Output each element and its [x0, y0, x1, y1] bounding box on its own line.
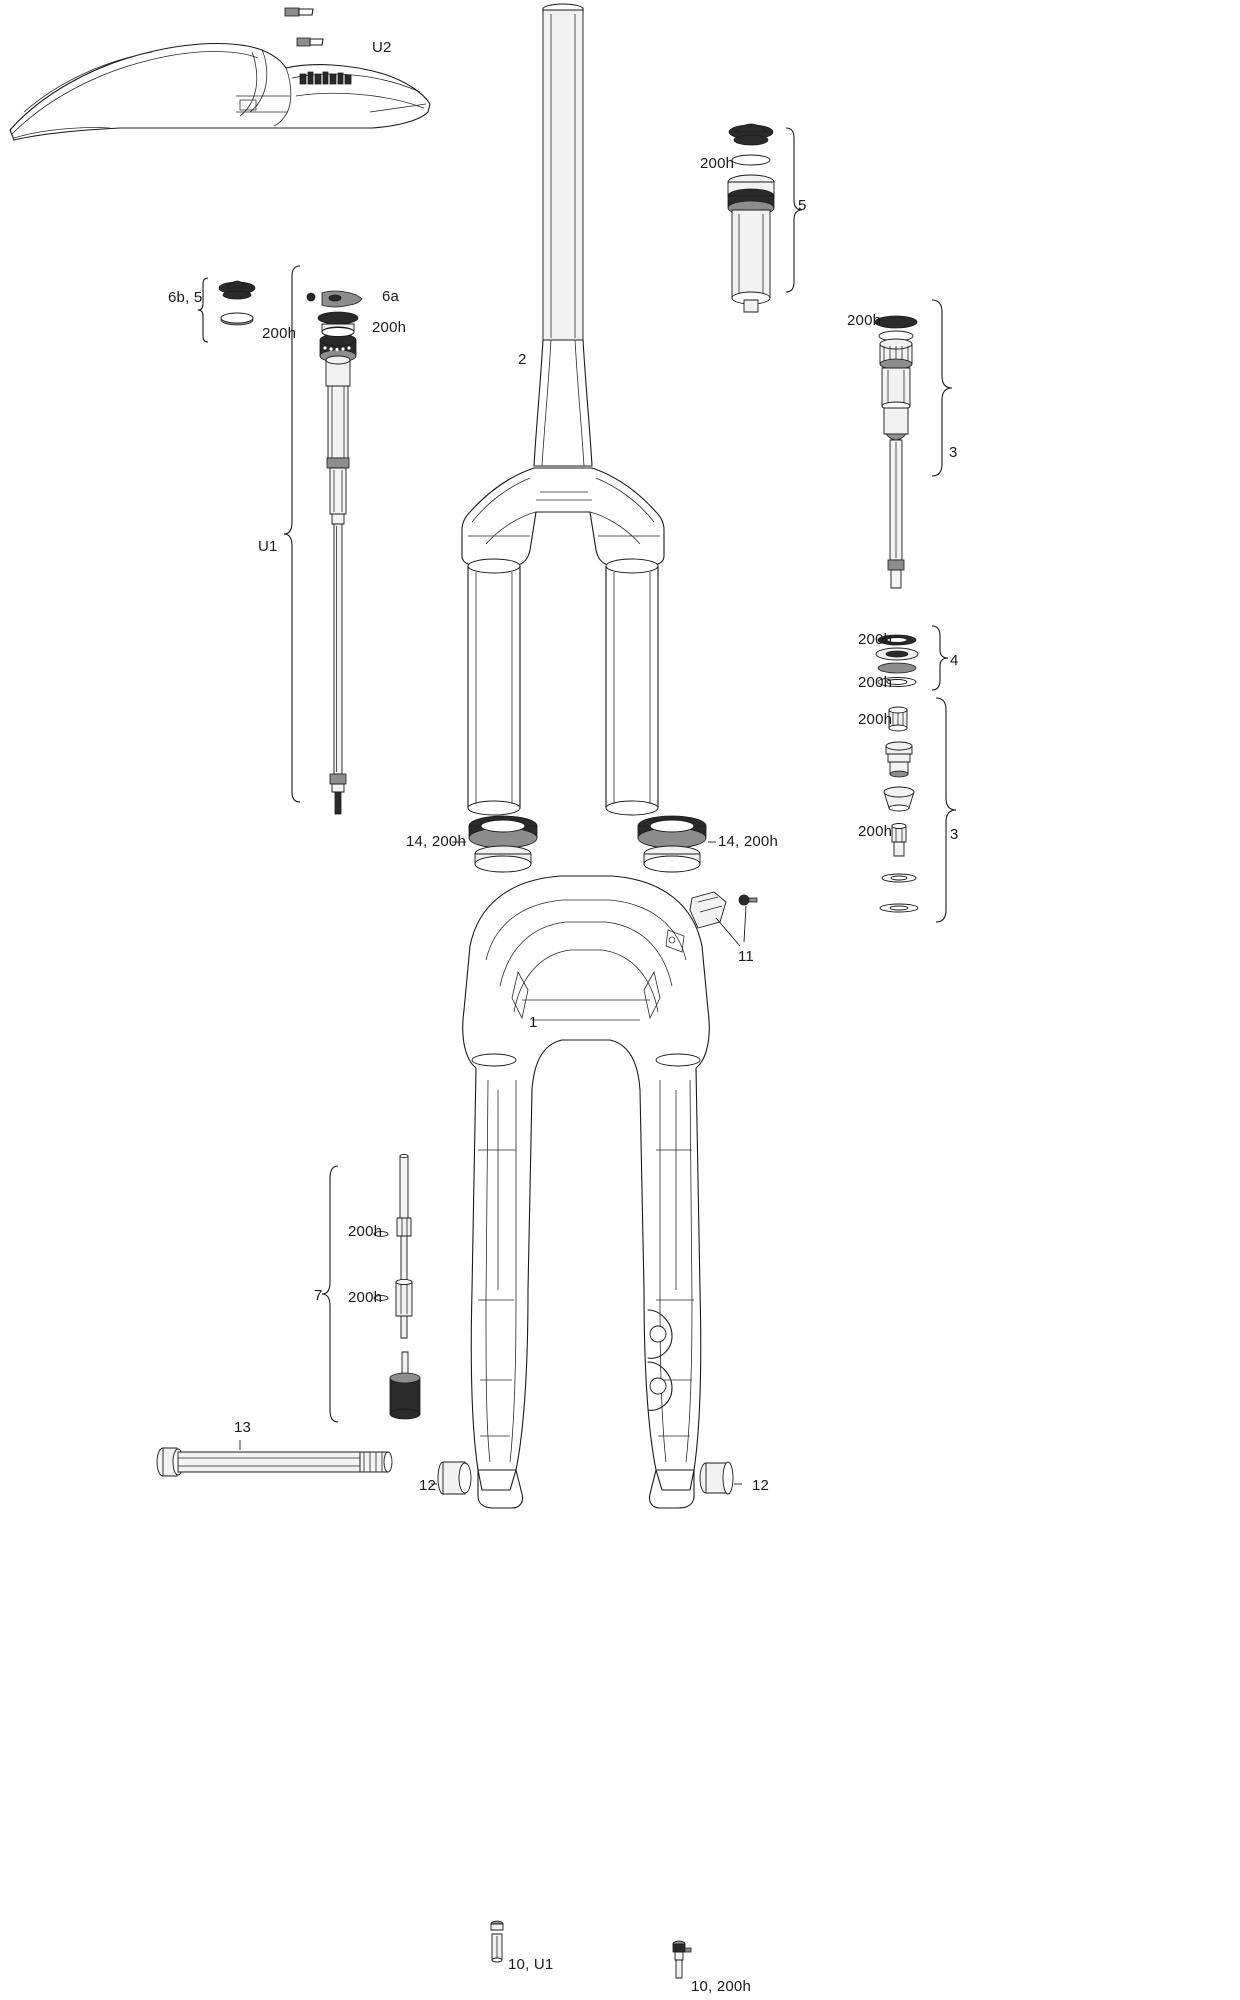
- callout-u2: U2: [372, 39, 392, 56]
- callout-14-200h-left: 14, 200h: [406, 833, 466, 850]
- topcap-6b-5: [219, 281, 255, 325]
- part-group-10-200h: [673, 1941, 691, 1978]
- part-group-3-bottom: [880, 698, 956, 922]
- callout-7: 7: [314, 1287, 323, 1304]
- callout-14-200h-right: 14, 200h: [718, 833, 778, 850]
- part-group-5: [728, 124, 802, 312]
- callout-12-right: 12: [752, 1477, 770, 1494]
- callout-12-left: 12: [419, 1477, 437, 1494]
- brand-wordmark: [300, 72, 351, 84]
- callout-5: 5: [798, 197, 807, 214]
- u1-damper-assembly: [318, 312, 358, 814]
- callout-11: 11: [738, 948, 754, 965]
- part-thru-axle-13: [157, 1440, 392, 1476]
- part-lower-leg-1: [463, 876, 710, 1508]
- callout-200h-10: 200h: [348, 1289, 383, 1306]
- part-group-3-top: [875, 300, 952, 588]
- callout-4: 4: [950, 652, 959, 669]
- callout-200h-8: 200h: [858, 823, 893, 840]
- callout-13: 13: [234, 1419, 252, 1436]
- part-group-14-seals: [452, 816, 716, 872]
- part-group-u1: [198, 266, 362, 814]
- callout-3-bottom: 3: [950, 826, 959, 843]
- callout-200h-3: 200h: [700, 155, 735, 172]
- callout-10-200h: 10, 200h: [691, 1978, 751, 1995]
- callout-200h-7: 200h: [858, 711, 893, 728]
- callout-200h-1: 200h: [262, 325, 297, 342]
- part-group-10-u1: [491, 1921, 503, 1962]
- part-6a: [307, 291, 362, 307]
- callout-6a: 6a: [382, 288, 400, 305]
- callout-10-u1: 10, U1: [508, 1956, 554, 1973]
- callout-1: 1: [529, 1014, 538, 1031]
- callout-200h-5: 200h: [858, 631, 893, 648]
- fender-bolts: [285, 8, 323, 46]
- part-crown-steerer-2: [462, 4, 664, 815]
- callout-200h-9: 200h: [348, 1223, 383, 1240]
- callout-2: 2: [518, 351, 527, 368]
- callout-200h-4: 200h: [847, 312, 882, 329]
- callout-200h-2: 200h: [372, 319, 407, 336]
- callout-200h-6: 200h: [858, 674, 893, 691]
- callout-3-top: 3: [949, 444, 958, 461]
- callout-u1: U1: [258, 538, 278, 555]
- callout-6b-5: 6b, 5: [168, 289, 203, 306]
- part-fender-u2: [10, 8, 430, 140]
